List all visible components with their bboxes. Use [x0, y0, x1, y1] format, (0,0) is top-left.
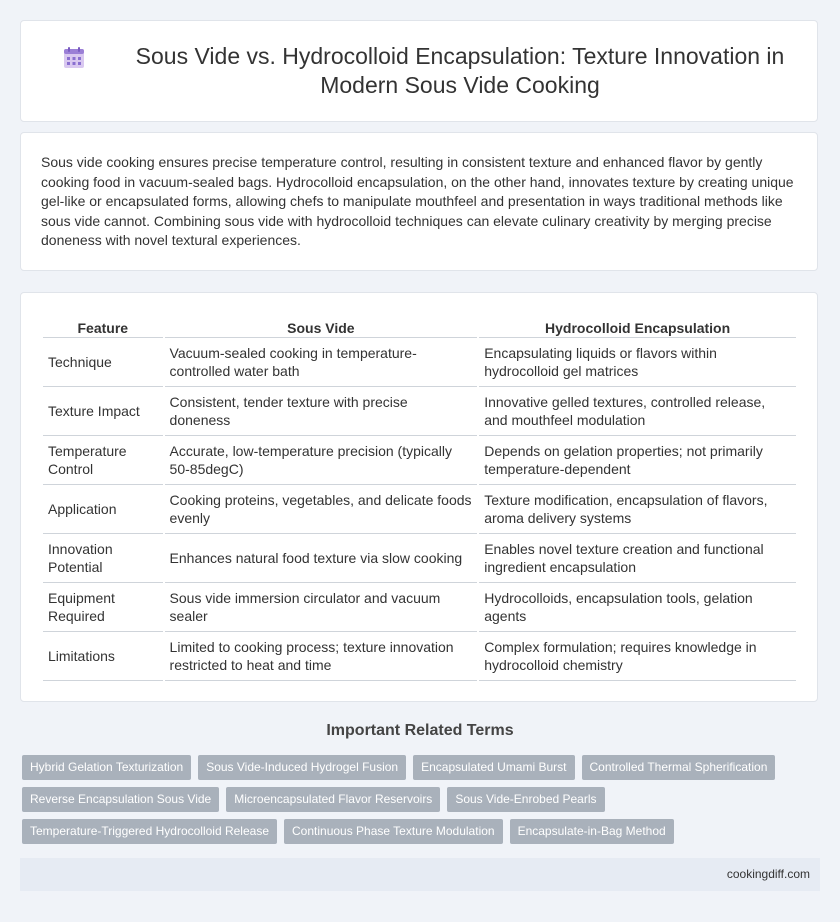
table-header-row — [43, 315, 796, 338]
hydrocolloid-cell: Depends on gelation properties; not primarily temperature-dependent — [479, 436, 796, 485]
related-term-tag[interactable]: Continuous Phase Texture Modulation — [284, 819, 503, 844]
feature-cell: Innovation Potential — [43, 534, 163, 583]
table-row — [43, 485, 796, 534]
related-term-tag[interactable]: Encapsulate-in-Bag Method — [510, 819, 674, 844]
feature-cell: Equipment Required — [43, 583, 163, 632]
header-sous-vide: Sous Vide — [165, 315, 478, 338]
table-row — [43, 338, 796, 387]
hydrocolloid-cell: Encapsulating liquids or flavors within hydrocolloid gel matrices — [479, 338, 796, 387]
sous-vide-cell: Cooking proteins, vegetables, and delicate foods evenly — [165, 485, 478, 534]
tag-row — [22, 787, 822, 812]
related-term-tag[interactable]: Sous Vide-Induced Hydrogel Fusion — [198, 755, 406, 780]
hydrocolloid-cell: Enables novel texture creation and functional ingredient encapsulation — [479, 534, 796, 583]
table-row — [43, 534, 796, 583]
feature-cell: Application — [43, 485, 163, 534]
feature-cell: Temperature Control — [43, 436, 163, 485]
table-row — [43, 632, 796, 681]
comparison-card — [20, 292, 818, 702]
related-term-tag[interactable]: Hybrid Gelation Texturization — [22, 755, 191, 780]
header-feature: Feature — [43, 315, 163, 338]
sous-vide-cell: Sous vide immersion circulator and vacuum sealer — [165, 583, 478, 632]
feature-cell: Texture Impact — [43, 387, 163, 436]
related-terms-tags — [22, 755, 822, 851]
feature-cell: Limitations — [43, 632, 163, 681]
hydrocolloid-cell: Complex formulation; requires knowledge in hydrocolloid chemistry — [479, 632, 796, 681]
related-terms-heading: Important Related Terms — [326, 722, 514, 739]
tag-row — [22, 755, 822, 780]
related-term-tag[interactable]: Controlled Thermal Spherification — [582, 755, 776, 780]
sous-vide-cell: Limited to cooking process; texture innovation restricted to heat and time — [165, 632, 478, 681]
feature-cell: Technique — [43, 338, 163, 387]
related-term-tag[interactable]: Reverse Encapsulation Sous Vide — [22, 787, 219, 812]
hydrocolloid-cell: Innovative gelled textures, controlled release, and mouthfeel modulation — [479, 387, 796, 436]
calendar-icon — [62, 46, 86, 70]
related-term-tag[interactable]: Sous Vide-Enrobed Pearls — [447, 787, 604, 812]
table-row — [43, 387, 796, 436]
footer — [20, 858, 820, 891]
table-row — [43, 583, 796, 632]
tag-row — [22, 819, 822, 844]
intro-paragraph: Sous vide cooking ensures precise temperature control, resulting in consistent texture and enhanced flavor by gently cooking food in vacuum-sealed bags. Hydrocolloid encapsulation, on the other hand, innovates texture by creating unique gel-like or encapsulated forms, allowing chefs to manipulate mouthfeel and presentation in ways traditional methods like sous vide cannot. Combining sous vide with hydrocolloid techniques can elevate culinary creativity by merging precise doneness with novel textural experiences. — [41, 154, 794, 249]
related-term-tag[interactable]: Temperature-Triggered Hydrocolloid Release — [22, 819, 277, 844]
hydrocolloid-cell: Hydrocolloids, encapsulation tools, gelation agents — [479, 583, 796, 632]
sous-vide-cell: Accurate, low-temperature precision (typically 50-85degC) — [165, 436, 478, 485]
sous-vide-cell: Consistent, tender texture with precise doneness — [165, 387, 478, 436]
page-title: Sous Vide vs. Hydrocolloid Encapsulation: Texture Innovation in Modern Sous Vide Cooking — [135, 43, 785, 98]
sous-vide-cell: Enhances natural food texture via slow cooking — [165, 534, 478, 583]
footer-site-link[interactable]: cookingdiff.com — [726, 867, 810, 881]
hydrocolloid-cell: Texture modification, encapsulation of flavors, aroma delivery systems — [479, 485, 796, 534]
sous-vide-cell: Vacuum-sealed cooking in temperature-controlled water bath — [165, 338, 478, 387]
comparison-table — [41, 315, 798, 681]
intro-card — [20, 132, 818, 271]
header-hydrocolloid: Hydrocolloid Encapsulation — [479, 315, 796, 338]
related-term-tag[interactable]: Encapsulated Umami Burst — [413, 755, 574, 780]
table-row — [43, 436, 796, 485]
related-term-tag[interactable]: Microencapsulated Flavor Reservoirs — [226, 787, 440, 812]
